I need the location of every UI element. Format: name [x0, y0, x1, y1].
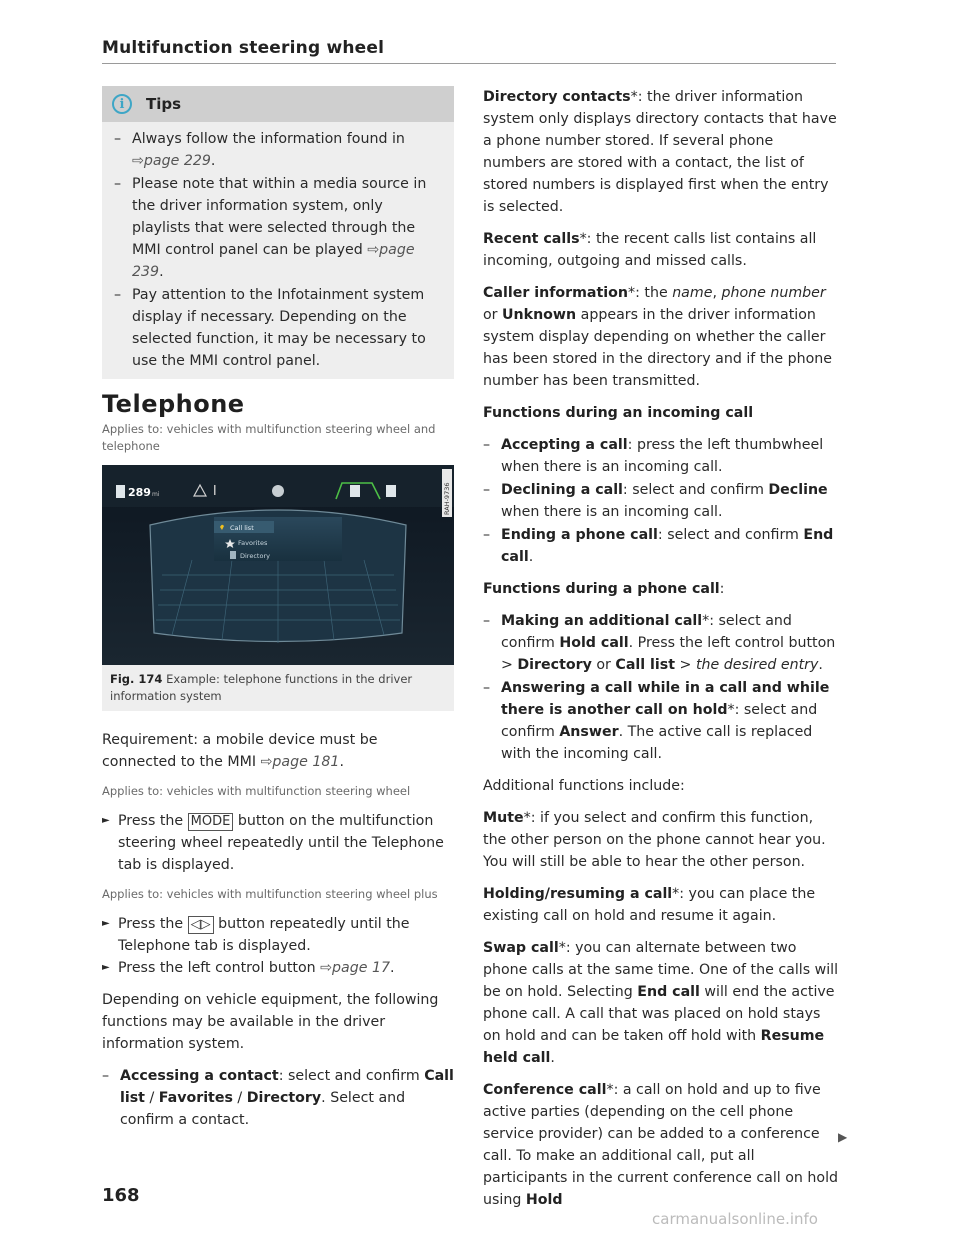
function-item: – Declining a call: select and confirm Decline when there is an incoming call. [483, 479, 839, 523]
paragraph-caller-information: Caller information*: the name, phone number or Unknown appears in the driver information system display depending on whether the caller has been stored in the directory and if the phone number has been transmitted. [483, 285, 833, 389]
applies-to-note: Applies to: vehicles with multifunction steering wheel and telephone [102, 422, 436, 453]
subheading-during-call: Functions during a phone call: [483, 581, 725, 597]
page-reference[interactable]: ⇨page 229 [132, 153, 211, 169]
applies-to-note: Applies to: vehicles with multifunction steering wheel plus [102, 887, 438, 901]
range-value: 289 [128, 486, 151, 499]
requirement-text: Requirement: a mobile device must be connected to the MMI ⇨page 181. [102, 732, 378, 770]
paragraph-directory-contacts: Directory contacts*: the driver information system only displays directory contacts that have a phone number stored. If several phone numbers are stored with a contact, the list of stored numbers is displayed first when the entry is selected. [483, 89, 837, 215]
additional-functions-text: Additional functions include: [483, 778, 685, 794]
function-item: – Answering a call while in a call and while there is another call on hold*: select and confirm Answer. The active call is replaced with the incoming call. [483, 677, 839, 765]
page-reference[interactable]: ⇨page 17 [320, 960, 391, 976]
depending-text: Depending on vehicle equipment, the following functions may be available in the driver information system. [102, 992, 439, 1052]
tips-title: Tips [146, 95, 182, 113]
info-icon: i [112, 94, 132, 114]
menu-item-directory: Directory [240, 552, 270, 560]
step-item: ► Press the ◁▷ button repeatedly until the Telephone tab is displayed. [102, 913, 454, 957]
paragraph-recent-calls: Recent calls*: the recent calls list contains all incoming, outgoing and missed calls. [483, 231, 817, 269]
tips-box [102, 86, 454, 379]
mode-key-label: MODE [188, 813, 234, 831]
function-item: – Ending a phone call: select and confirm End call. [483, 524, 839, 568]
page-reference[interactable]: ⇨page 181 [260, 754, 340, 770]
applies-to-note: Applies to: vehicles with multifunction steering wheel [102, 784, 411, 798]
right-column [483, 86, 839, 1221]
step-item: ► Press the left control button ⇨page 17. [102, 957, 454, 979]
incoming-call-list [483, 434, 839, 568]
menu-item-call-list: Call list [230, 524, 254, 532]
figure-caption: Fig. 174 Example: telephone functions in the driver information system [110, 672, 413, 703]
page-number: 168 [102, 1185, 140, 1206]
arrows-key-label: ◁▷ [188, 916, 214, 934]
tip-item: – Please note that within a media source in the driver information system, only playlists that were selected through the MMI control panel can be played ⇨page 239. [114, 173, 442, 283]
tip-item: – Always follow the information found in ⇨page 229. [114, 128, 442, 172]
media-tab-icon [386, 485, 396, 497]
header-rule [102, 63, 836, 64]
phone-tab-icon [350, 485, 360, 497]
tips-header [102, 86, 454, 122]
steps-list [102, 810, 454, 876]
functions-list [102, 1065, 454, 1131]
paragraph-mute: Mute*: if you select and confirm this function, the other person on the phone cannot hear you. You will still be able to hear the other person. [483, 810, 826, 870]
brand-logo-icon [272, 485, 284, 497]
figure-code: RAH-9736 [443, 482, 451, 515]
tip-item: – Pay attention to the Infotainment system display if necessary. Depending on the selected function, it may be necessary to use the MMI control panel. [114, 284, 442, 372]
continue-arrow-icon: ▶ [838, 1130, 848, 1144]
driver-info-display-image [102, 465, 454, 665]
step-item: ► Press the MODE button on the multifunction steering wheel repeatedly until the Telephone tab is displayed. [102, 810, 454, 876]
section-heading-telephone: Telephone [102, 390, 245, 418]
paragraph-hold-resume: Holding/resuming a call*: you can place the existing call on hold and resume it again. [483, 886, 816, 924]
paragraph-swap-call: Swap call*: you can alternate between two phone calls at the same time. One of the calls will be on hold. Selecting End call will end the active phone call. A call that was placed on hold stays on hold and can be taken off hold with Resume held call. [483, 940, 839, 1066]
watermark: carmanualsonline.info [652, 1210, 818, 1228]
paragraph-conference-call: Conference call*: a call on hold and up to five active parties (depending on the cell phone service provider) can be added to a conference call. To make an additional call, put all participants in the current conference call on hold using Hold [483, 1082, 839, 1208]
page-header-title: Multifunction steering wheel [102, 38, 385, 58]
during-call-list [483, 610, 839, 765]
subheading-incoming-call: Functions during an incoming call [483, 405, 754, 421]
range-unit: mi [152, 491, 160, 498]
steps-list [102, 913, 454, 979]
left-column [102, 86, 454, 1132]
function-item: – Accessing a contact: select and confirm Call list / Favorites / Directory. Select and confirm a contact. [102, 1065, 454, 1131]
page-reference[interactable]: ⇨page 239 [132, 242, 415, 280]
tips-list [102, 122, 454, 372]
menu-item-favorites: Favorites [238, 539, 268, 547]
figure-174 [102, 465, 454, 711]
directory-icon [230, 551, 236, 559]
function-item: – Making an additional call*: select and confirm Hold call. Press the left control button > Directory or Call list > the desired entry. [483, 610, 839, 676]
function-item: – Accepting a call: press the left thumbwheel when there is an incoming call. [483, 434, 839, 478]
fuel-icon [116, 485, 125, 498]
